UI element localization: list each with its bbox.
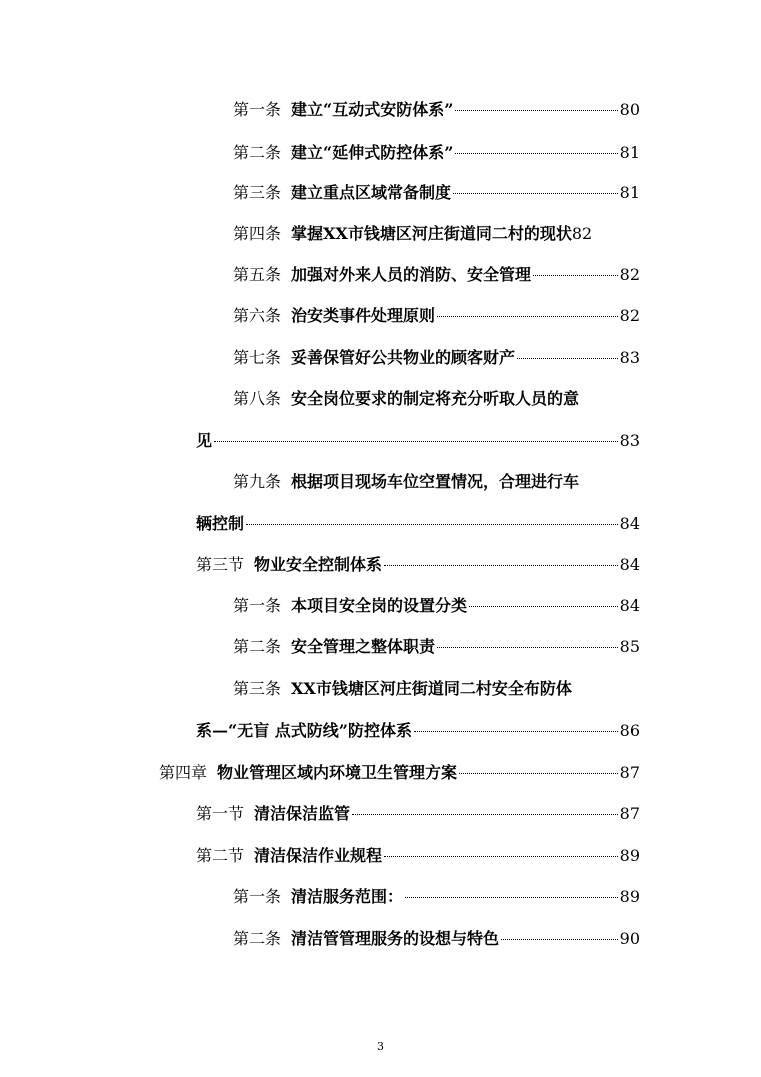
toc-entry-title-continued: 见 (196, 431, 213, 450)
dot-leader (384, 565, 618, 566)
toc-entry-title: 治安类事件处理原则 (291, 306, 436, 325)
dot-leader (246, 524, 618, 525)
dot-leader (414, 731, 618, 732)
toc-entry-title: 掌握XX市钱塘区河庄街道同二村的现状 (291, 224, 572, 243)
toc-entry-page: 87 (619, 804, 640, 823)
toc-entry-title: 建立重点区域常备制度 (291, 183, 452, 202)
toc-entry-title: 建立“延伸式防控体系” (291, 143, 454, 162)
toc-entry-title: 物业安全控制体系 (254, 555, 383, 574)
toc-entry[interactable] (233, 100, 640, 120)
toc-entry-page: 82 (619, 306, 640, 325)
dot-leader (405, 897, 618, 898)
toc-entry[interactable] (233, 929, 640, 949)
toc-entry-page: 82 (571, 224, 593, 243)
toc-entry-line1[interactable] (233, 679, 640, 699)
toc-entry[interactable] (196, 555, 640, 575)
toc-entry-title: 清洁保洁作业规程 (254, 846, 383, 865)
toc-entry-line1[interactable] (233, 389, 640, 409)
toc-entry-page: 83 (619, 431, 640, 450)
toc-entry-number: 第五条 (233, 265, 282, 284)
toc-entry-page: 84 (619, 514, 640, 533)
toc-entry-number: 第四条 (233, 224, 282, 243)
toc-entry-number: 第六条 (233, 306, 282, 325)
toc-entry-number: 第一节 (196, 804, 245, 823)
toc-entry-line1[interactable] (233, 472, 640, 492)
toc-entry[interactable] (233, 265, 640, 285)
dot-leader (469, 606, 618, 607)
page-number: 3 (377, 1040, 384, 1053)
toc-entry-number: 第七条 (233, 348, 282, 367)
toc-entry[interactable] (233, 224, 653, 244)
toc-entry[interactable] (233, 306, 640, 326)
toc-entry[interactable] (233, 348, 640, 368)
dot-leader (455, 153, 617, 154)
toc-entry-title: 建立“互动式安防体系” (291, 100, 454, 119)
toc-entry-title: XX市钱塘区河庄街道同二村安全布防体 (291, 679, 572, 698)
toc-entry[interactable] (159, 763, 640, 783)
toc-entry-title: 物业管理区域内环境卫生管理方案 (217, 763, 458, 782)
toc-entry-page: 80 (619, 100, 640, 119)
toc-entry-title: 妥善保管好公共物业的顾客财产 (291, 348, 516, 367)
toc-entry-number: 第二条 (233, 143, 282, 162)
toc-entry[interactable] (233, 183, 640, 203)
toc-entry-page: 89 (619, 846, 640, 865)
toc-entry-page: 82 (619, 265, 640, 284)
toc-entry-title: 本项目安全岗的设置分类 (291, 596, 468, 615)
toc-entry[interactable] (233, 143, 640, 163)
toc-entry[interactable] (196, 804, 640, 824)
toc-entry[interactable] (233, 596, 640, 616)
toc-entry-number: 第一条 (233, 100, 282, 119)
toc-entry-page: 87 (619, 763, 640, 782)
toc-entry-number: 第三条 (233, 183, 282, 202)
dot-leader (214, 441, 618, 442)
toc-entry-number: 第二条 (233, 929, 282, 948)
toc-entry-page: 85 (619, 637, 640, 656)
toc-entry-number: 第二节 (196, 846, 245, 865)
toc-entry-title: 安全岗位要求的制定将充分听取人员的意 (291, 389, 580, 408)
toc-entry[interactable] (196, 431, 640, 451)
toc-entry-title: 安全管理之整体职责 (291, 637, 436, 656)
toc-entry-title: 清洁保洁监管 (254, 804, 351, 823)
dot-leader (453, 193, 618, 194)
toc-entry-number: 第三条 (233, 679, 282, 698)
toc-entry[interactable] (233, 887, 640, 907)
dot-leader (459, 773, 618, 774)
toc-entry-title: 根据项目现场车位空置情况，合理进行车 (291, 472, 580, 491)
toc-entry-number: 第二条 (233, 637, 282, 656)
toc-entry-number: 第八条 (233, 389, 282, 408)
toc-entry[interactable] (196, 514, 640, 534)
toc-entry-page: 90 (619, 929, 640, 948)
toc-entry-number: 第一条 (233, 596, 282, 615)
dot-leader (384, 856, 618, 857)
toc-entry-page: 83 (619, 348, 640, 367)
dot-leader (501, 939, 618, 940)
dot-leader (352, 814, 618, 815)
toc-entry[interactable] (196, 846, 640, 866)
dot-leader (455, 110, 617, 111)
toc-entry-page: 81 (619, 143, 640, 162)
dot-leader (437, 316, 618, 317)
toc-entry-page: 86 (619, 721, 640, 740)
toc-entry-number: 第三节 (196, 555, 245, 574)
toc-entry-title: 清洁管管理服务的设想与特色 (291, 929, 500, 948)
toc-entry-page: 89 (619, 887, 640, 906)
dot-leader (517, 358, 618, 359)
toc-entry-number: 第一条 (233, 887, 282, 906)
toc-entry-title-continued: 辆控制 (196, 514, 245, 533)
toc-entry-number: 第四章 (159, 763, 208, 782)
toc-entry-title: 清洁服务范围： (291, 887, 404, 906)
toc-entry-page: 81 (619, 183, 640, 202)
toc-entry-page: 84 (619, 555, 640, 574)
dot-leader (533, 275, 618, 276)
toc-entry[interactable] (233, 637, 640, 657)
toc-entry[interactable] (196, 721, 640, 741)
toc-entry-number: 第九条 (233, 472, 282, 491)
dot-leader (437, 647, 618, 648)
toc-entry-page: 84 (619, 596, 640, 615)
toc-entry-title: 加强对外来人员的消防、安全管理 (291, 265, 532, 284)
toc-entry-title-continued: 系—“无盲 点式防线”防控体系 (196, 721, 412, 740)
